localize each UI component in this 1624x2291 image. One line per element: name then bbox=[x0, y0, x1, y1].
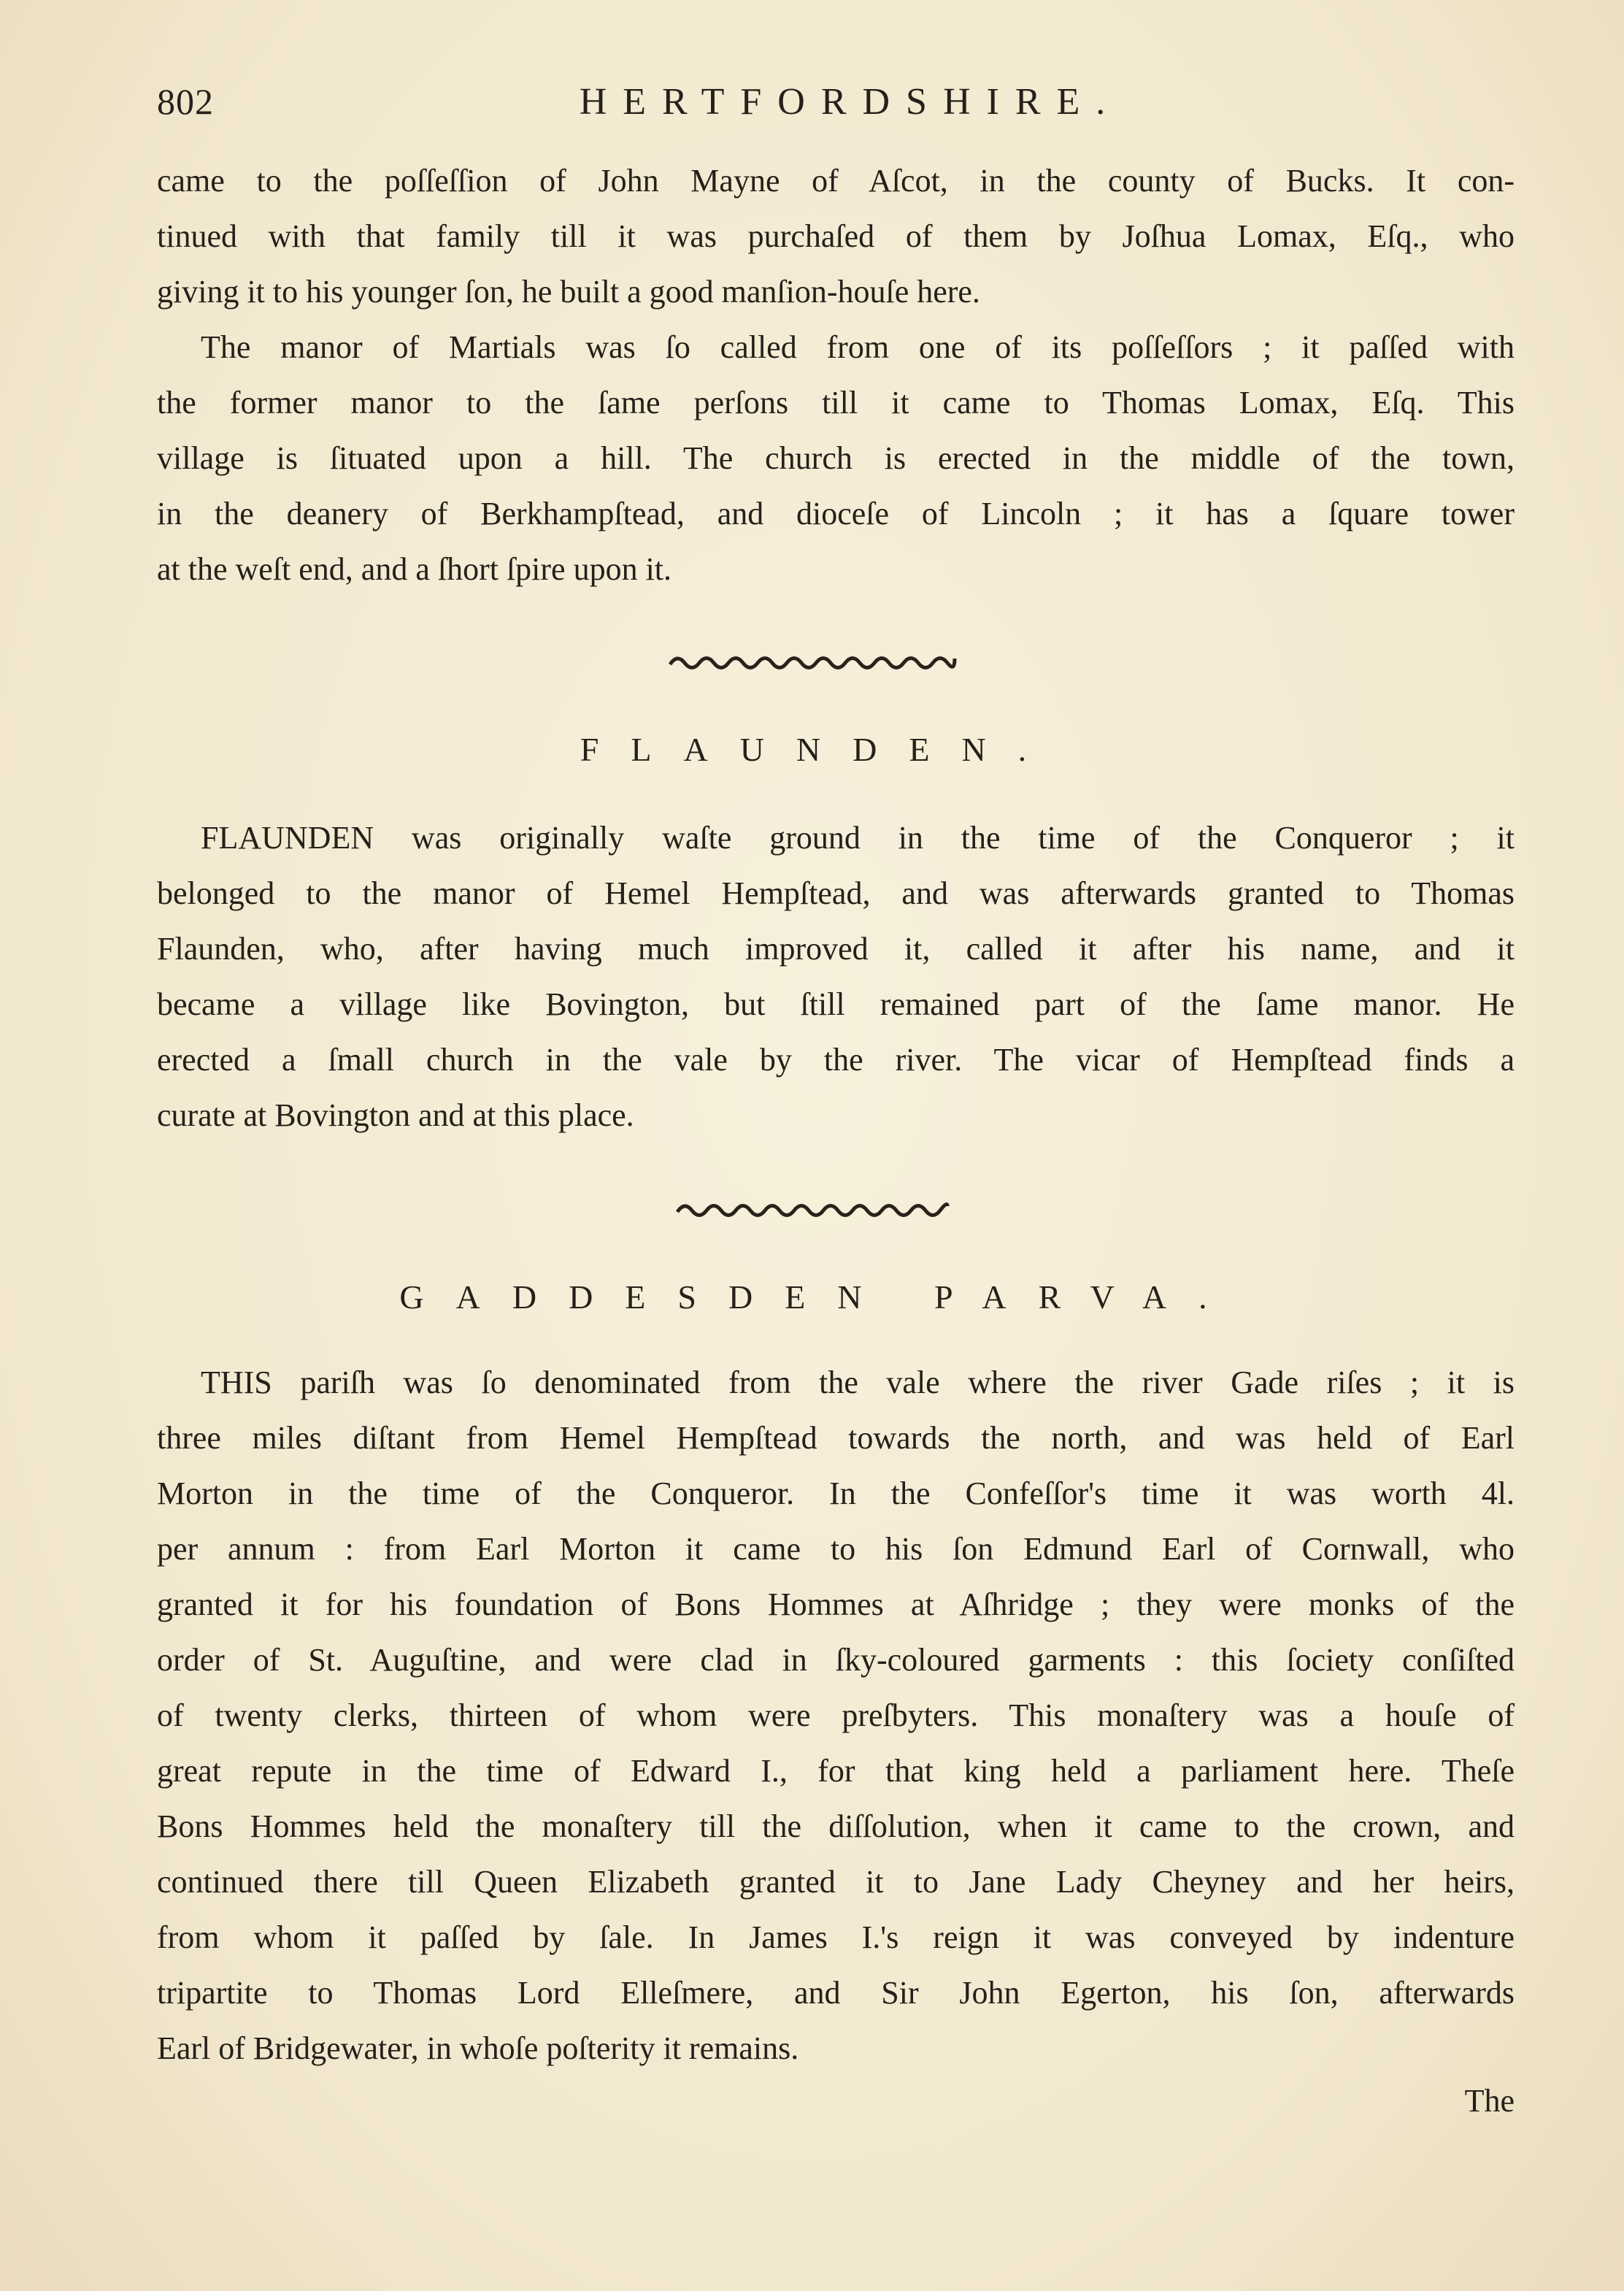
text-line: continued there till Queen Elizabeth granted it to Jane Lady Cheyney and her heirs, bbox=[157, 1864, 1515, 1900]
section-heading-flaunden: FLAUNDEN. bbox=[580, 731, 1059, 768]
text-line: The manor of Martials was ſo called from one of its poſſeſſors ; it paſſed with bbox=[201, 329, 1515, 365]
intro-paragraph bbox=[157, 153, 1515, 597]
text-line: came to the poſſeſſion of John Mayne of Aſcot, in the county of Bucks. It con- bbox=[157, 163, 1515, 199]
section-ornament bbox=[0, 1197, 1624, 1226]
catchword: The bbox=[1464, 2083, 1515, 2119]
text-line: tinued with that family till it was purchaſed of them by Joſhua Lomax, Eſq., who bbox=[157, 218, 1515, 254]
text-line: from whom it paſſed by ſale. In James I.'s reign it was conveyed by indenture bbox=[157, 1919, 1515, 1955]
text-line: the former manor to the ſame perſons till it came to Thomas Lomax, Eſq. This bbox=[157, 385, 1515, 421]
text-line: Flaunden, who, after having much improved it, called it after his name, and it bbox=[157, 931, 1515, 967]
text-line: Bons Hommes held the monaſtery till the diſſolution, when it came to the crown, and bbox=[157, 1808, 1515, 1844]
text-line: order of St. Auguſtine, and were clad in ſky-coloured garments : this ſociety conſiſted bbox=[157, 1642, 1515, 1678]
text-line: FLAUNDEN was originally waſte ground in the time of the Conqueror ; it bbox=[201, 820, 1515, 856]
text-line: erected a ſmall church in the vale by the river. The vicar of Hempſtead finds a bbox=[157, 1042, 1515, 1078]
text-line: granted it for his foundation of Bons Hommes at Aſhridge ; they were monks of the bbox=[157, 1586, 1515, 1622]
text-line: three miles diſtant from Hemel Hempſtead towards the north, and was held of Earl bbox=[157, 1420, 1515, 1456]
text-line: THIS pariſh was ſo denominated from the vale where the river Gade riſes ; it is bbox=[201, 1365, 1515, 1400]
ornament-wave-icon bbox=[666, 650, 958, 672]
text-line: tripartite to Thomas Lord Elleſmere, and Sir John Egerton, his ſon, afterwards bbox=[157, 1975, 1515, 2011]
text-line: great repute in the time of Edward I., for that king held a parliament here. Theſe bbox=[157, 1753, 1515, 1789]
ornament-wave-icon bbox=[674, 1197, 951, 1219]
text-line: per annum : from Earl Morton it came to his ſon Edmund Earl of Cornwall, who bbox=[157, 1531, 1515, 1567]
text-line: Morton in the time of the Conqueror. In the Confeſſor's time it was worth 4l. bbox=[157, 1475, 1515, 1511]
running-head bbox=[157, 80, 1515, 131]
text-line: belonged to the manor of Hemel Hempſtead, and was afterwards granted to Thomas bbox=[157, 875, 1515, 911]
section-heading-gaddesden-parva: GADDESDEN PARVA. bbox=[399, 1278, 1239, 1316]
text-line: of twenty clerks, thirteen of whom were preſbyters. This monaſtery was a houſe of bbox=[157, 1697, 1515, 1733]
text-line: in the deanery of Berkhampſtead, and dioceſe of Lincoln ; it has a ſquare tower bbox=[157, 496, 1515, 532]
text-line: Earl of Bridgewater, in whoſe poſterity it remains. bbox=[157, 2030, 799, 2066]
text-line: became a village like Bovington, but ſtill remained part of the ſame manor. He bbox=[157, 986, 1515, 1022]
text-line: giving it to his younger ſon, he built a good manſion-houſe here. bbox=[157, 274, 980, 310]
text-line: village is ſituated upon a hill. The church is erected in the middle of the town, bbox=[157, 440, 1515, 476]
flaunden-paragraph bbox=[157, 810, 1515, 1143]
running-title: HERTFORDSHIRE. bbox=[579, 81, 1122, 123]
text-line: at the weſt end, and a ſhort ſpire upon it. bbox=[157, 551, 672, 587]
section-ornament bbox=[0, 650, 1624, 678]
text-line: curate at Bovington and at this place. bbox=[157, 1097, 634, 1133]
gaddesden-paragraph bbox=[157, 1355, 1515, 2076]
page-number: 802 bbox=[157, 81, 214, 122]
